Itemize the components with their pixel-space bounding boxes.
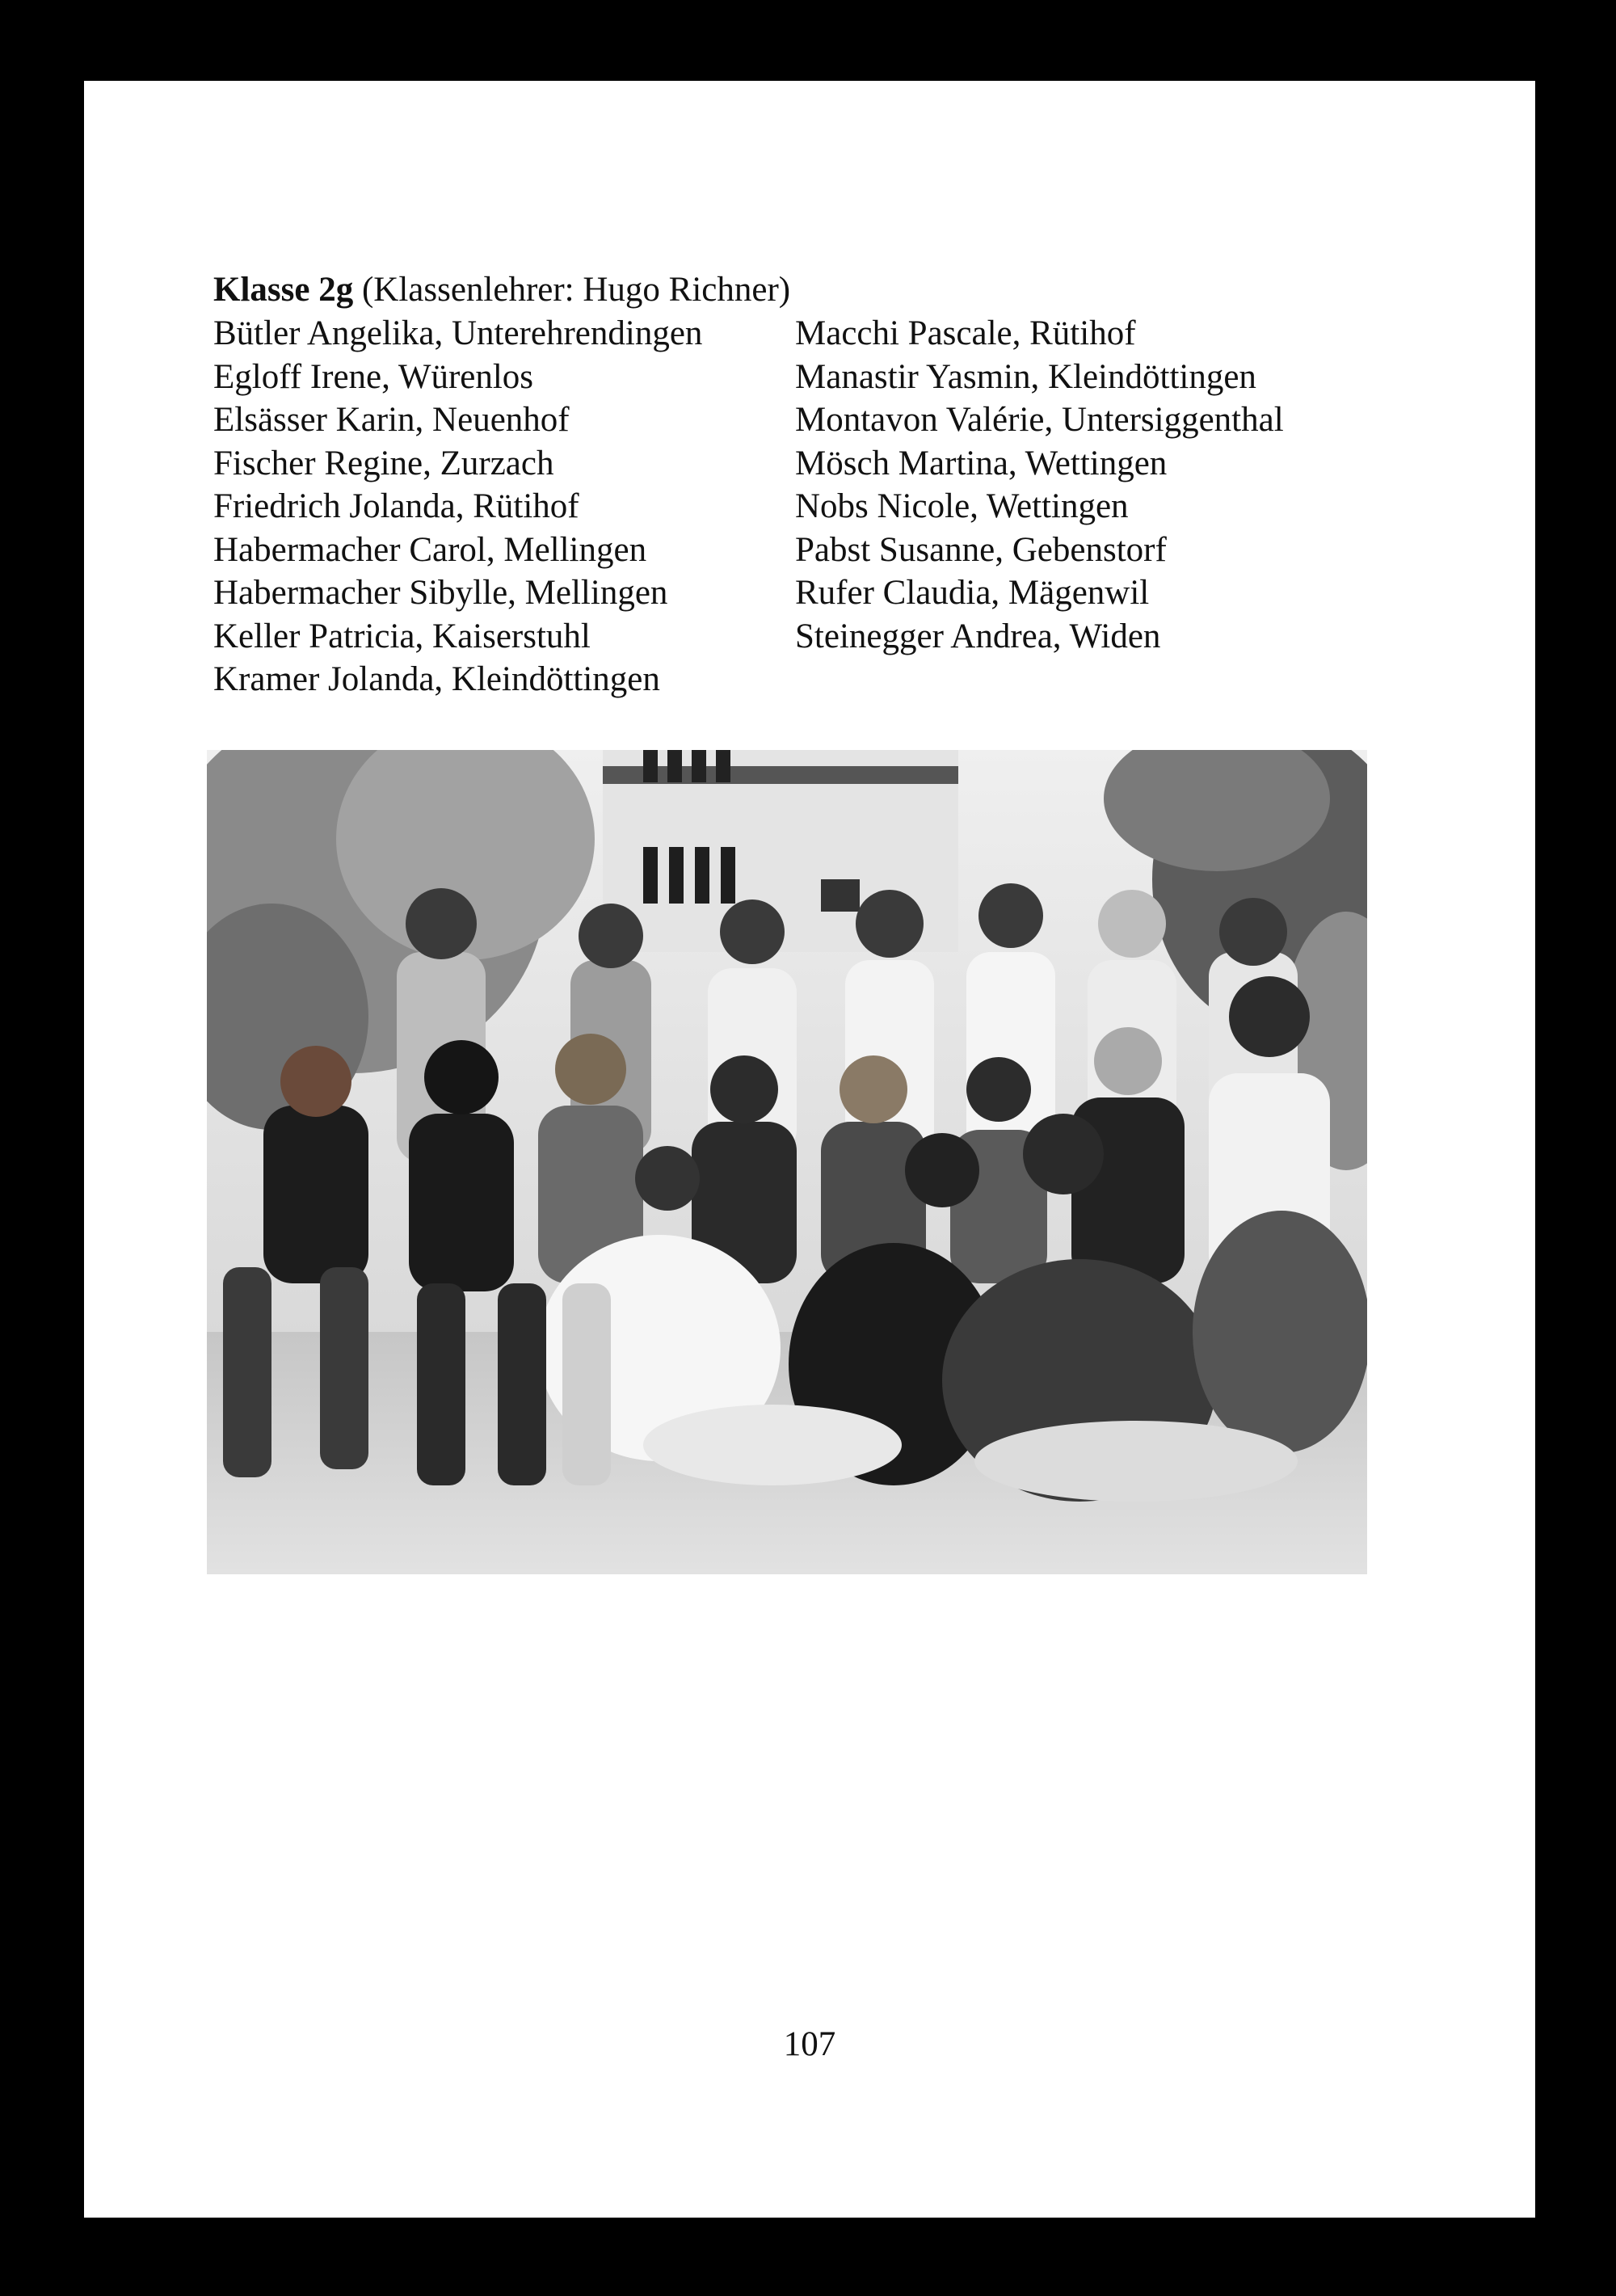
class-group-photo	[207, 750, 1367, 1574]
student-entry: Steinegger Andrea, Widen	[795, 617, 1161, 655]
student-entry: Bütler Angelika, Unterehrendingen	[213, 314, 703, 352]
student-entry: Kramer Jolanda, Kleindöttingen	[213, 660, 660, 698]
student-list-left	[213, 312, 702, 701]
student-entry: Elsässer Karin, Neuenhof	[213, 401, 570, 439]
student-entry: Habermacher Sibylle, Mellingen	[213, 574, 668, 612]
document-page	[84, 81, 1535, 2218]
class-label: Klasse 2g	[213, 271, 354, 309]
student-entry: Fischer Regine, Zurzach	[213, 444, 554, 482]
student-entry: Macchi Pascale, Rütihof	[795, 314, 1136, 352]
student-entry: Habermacher Carol, Mellingen	[213, 530, 647, 569]
student-entry: Nobs Nicole, Wettingen	[795, 487, 1129, 525]
photo-illustration	[207, 750, 1367, 1574]
student-entry: Keller Patricia, Kaiserstuhl	[213, 617, 591, 655]
page-number: 107	[783, 2025, 836, 2063]
student-entry: Rufer Claudia, Mägenwil	[795, 574, 1150, 612]
student-entry: Pabst Susanne, Gebenstorf	[795, 530, 1167, 569]
student-entry: Egloff Irene, Würenlos	[213, 357, 534, 396]
teacher-label: (Klassenlehrer: Hugo Richner)	[361, 271, 791, 309]
student-entry: Mösch Martina, Wettingen	[795, 444, 1168, 482]
class-heading	[213, 268, 790, 312]
student-entry: Friedrich Jolanda, Rütihof	[213, 487, 579, 525]
student-entry: Montavon Valérie, Untersiggenthal	[795, 401, 1284, 439]
student-entry: Manastir Yasmin, Kleindöttingen	[795, 357, 1256, 396]
student-list-right	[795, 312, 1284, 658]
